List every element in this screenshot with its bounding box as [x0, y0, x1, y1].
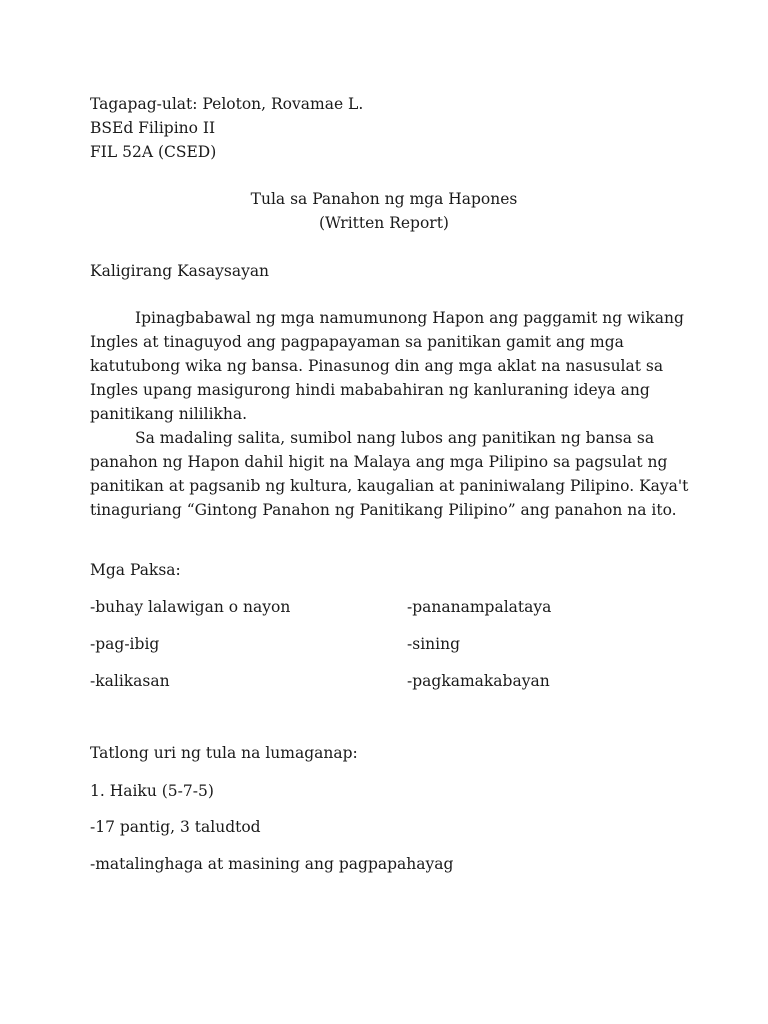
paragraph-line: katutubong wika ng bansa. Pinasunog din ang mga aklat na nasusulat sa	[90, 357, 664, 375]
paragraph-line: Ingles upang masigurong hindi mababahiran ng kanluraning ideya ang	[90, 381, 650, 399]
document-title: Tula sa Panahon ng mga Hapones	[250, 190, 518, 208]
paragraph-line: Ingles at tinaguyod ang pagpapayaman sa panitikan gamit ang mga	[90, 333, 624, 351]
document-subtitle: (Written Report)	[319, 214, 449, 232]
topics-heading-block	[90, 558, 680, 582]
topic-row	[90, 632, 680, 669]
section-heading	[90, 259, 680, 283]
topics-list	[90, 595, 680, 706]
topic-right: -pagkamakabayan	[407, 672, 550, 690]
title-block	[90, 187, 678, 235]
course-line: BSEd Filipino II	[90, 119, 216, 137]
paragraph-line: Ipinagbabawal ng mga namumunong Hapon ang paggamit ng wikang	[135, 309, 684, 327]
subject-line: FIL 52A (CSED)	[90, 143, 217, 161]
topics-heading: Mga Paksa:	[90, 561, 181, 579]
paragraph-line: panitikan at pagsanib ng kultura, kaugalian at paniniwalang Pilipino. Kaya't	[90, 477, 689, 495]
paragraph-line: tinaguriang “Gintong Panahon ng Panitikang Pilipino” ang panahon na ito.	[90, 501, 677, 519]
topic-row	[90, 669, 680, 706]
topic-left: -buhay lalawigan o nayon	[90, 598, 291, 616]
topic-right: -pananampalataya	[407, 598, 552, 616]
paragraph-line: Sa madaling salita, sumibol nang lubos ang panitikan ng bansa sa	[135, 429, 655, 447]
topic-right: -sining	[407, 635, 460, 653]
background-paragraph-1	[90, 306, 689, 522]
poem-types-heading: Tatlong uri ng tula na lumaganap:	[90, 744, 358, 762]
poem-type-item: 1. Haiku (5-7-5)	[90, 782, 214, 800]
poem-type-detail: -17 pantig, 3 taludtod	[90, 818, 261, 836]
topic-left: -kalikasan	[90, 672, 170, 690]
paragraph-line: panitikang nililikha.	[90, 405, 248, 423]
header-block	[90, 92, 680, 164]
reporter-line: Tagapag-ulat: Peloton, Rovamae L.	[90, 95, 364, 113]
background-heading: Kaligirang Kasaysayan	[90, 262, 270, 280]
topic-row	[90, 595, 680, 632]
poem-type-detail: -matalinghaga at masining ang pagpapahayag	[90, 855, 454, 873]
topic-left: -pag-ibig	[90, 635, 160, 653]
paragraph-line: panahon ng Hapon dahil higit na Malaya ang mga Pilipino sa pagsulat ng	[90, 453, 668, 471]
